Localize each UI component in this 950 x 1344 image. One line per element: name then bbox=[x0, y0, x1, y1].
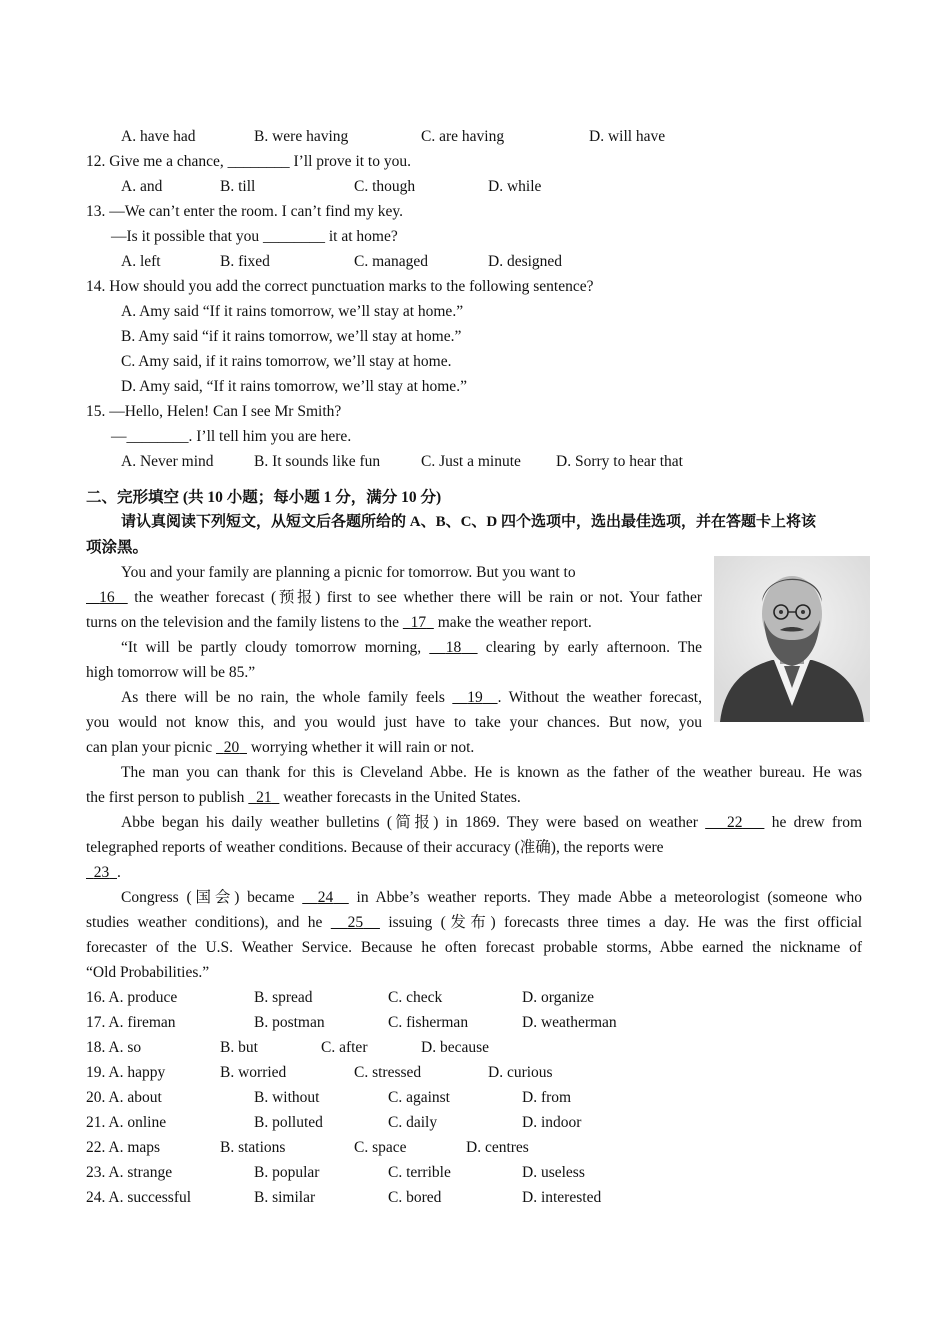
q12-option-b: B. till bbox=[220, 178, 256, 195]
q15-stem-2: —________. I’ll tell him you are here. bbox=[111, 428, 352, 445]
blank-16: 16 bbox=[99, 589, 115, 606]
q11-option-b: B. were having bbox=[254, 128, 349, 145]
q16-option-c: C. check bbox=[388, 989, 443, 1006]
q17-option-d: D. weatherman bbox=[522, 1014, 617, 1031]
q16-option-b: B. spread bbox=[254, 989, 313, 1006]
q22-option-b: B. stations bbox=[220, 1139, 286, 1156]
passage-line-12: telegraphed reports of weather conditions. Because of their accuracy (准确), the reports were bbox=[86, 839, 664, 856]
passage-line-16: forecaster of the U.S. Weather Service. Because he often forecast probable storms, Abbe earned the nickname of bbox=[86, 939, 862, 956]
q24-option-b: B. similar bbox=[254, 1189, 316, 1206]
blank-20: 20 bbox=[223, 739, 240, 756]
q18-option-a: 18. A. so bbox=[86, 1039, 142, 1056]
cleveland-abbe-portrait bbox=[714, 556, 870, 722]
q20-option-d: D. from bbox=[522, 1089, 572, 1106]
passage-line-14: Congress (国会) became 24 in Abbe’s weather reports. They made Abbe a meteorologist (someone who bbox=[121, 889, 863, 906]
q17-option-b: B. postman bbox=[254, 1014, 325, 1031]
blank-19: 19 bbox=[467, 689, 483, 706]
q19-option-d: D. curious bbox=[488, 1064, 553, 1081]
passage-line-13: 23 . bbox=[86, 860, 121, 885]
q19-option-a: 19. A. happy bbox=[86, 1064, 166, 1081]
q21-option-a: 21. A. online bbox=[86, 1114, 167, 1131]
q14-option-a: A. Amy said “If it rains tomorrow, we’ll stay at home.” bbox=[121, 303, 464, 320]
q14-option-b: B. Amy said “if it rains tomorrow, we’ll stay at home.” bbox=[121, 328, 462, 345]
q13-option-c: C. managed bbox=[354, 253, 429, 270]
q13-stem-1: 13. —We can’t enter the room. I can’t find my key. bbox=[86, 203, 403, 220]
blank-22: 22 bbox=[727, 814, 743, 831]
q12-option-a: A. and bbox=[121, 178, 163, 195]
q15-option-a: A. Never mind bbox=[121, 453, 214, 470]
q23-option-d: D. useless bbox=[522, 1164, 585, 1181]
blank-18: 18 bbox=[445, 639, 462, 656]
q13-option-a: A. left bbox=[121, 253, 161, 270]
passage-line-9: The man you can thank for this is Cleveland Abbe. He is known as the father of the weather bureau. He was bbox=[121, 764, 862, 781]
passage-line-11: Abbe began his daily weather bulletins (简报) in 1869. They were based on weather 22 he drew from bbox=[121, 814, 863, 831]
q23-option-b: B. popular bbox=[254, 1164, 320, 1181]
q22-option-d: D. centres bbox=[466, 1139, 529, 1156]
passage-line-6: As there will be no rain, the whole family feels 19 . Without the weather forecast, bbox=[121, 689, 702, 706]
section-instructions-1: 请认真阅读下列短文，从短文后各题所给的 A、B、C、D 四个选项中，选出最佳选项，并在答题卡上将该 bbox=[121, 514, 817, 530]
passage-line-15: studies weather conditions), and he 25 issuing (发布) forecasts three times a day. He was the first official bbox=[86, 914, 863, 931]
q14-option-c: C. Amy said, if it rains tomorrow, we’ll stay at home. bbox=[121, 353, 452, 370]
q20-option-c: C. against bbox=[388, 1089, 450, 1106]
q11-option-c: C. are having bbox=[421, 128, 505, 145]
blank-25: 25 bbox=[347, 914, 364, 931]
passage-line-2: 16 the weather forecast (预报) first to see whether there will be rain or not. Your father bbox=[86, 585, 702, 610]
passage-line-1: You and your family are planning a picnic for tomorrow. But you want to bbox=[121, 564, 576, 581]
q12-stem: 12. Give me a chance, ________ I’ll prove it to you. bbox=[86, 153, 411, 170]
q21-option-d: D. indoor bbox=[522, 1114, 582, 1131]
q13-option-d: D. designed bbox=[488, 253, 563, 270]
passage-line-7: you would not know this, and you would just have to take your chances. But now, you bbox=[86, 714, 702, 731]
q17-option-c: C. fisherman bbox=[388, 1014, 469, 1031]
passage-line-10: the first person to publish 21 weather forecasts in the United States. bbox=[86, 789, 521, 806]
passage-line-3: turns on the television and the family listens to the 17 make the weather report. bbox=[86, 614, 592, 631]
q18-option-d: D. because bbox=[421, 1039, 489, 1056]
q24-option-d: D. interested bbox=[522, 1189, 602, 1206]
q17-option-a: 17. A. fireman bbox=[86, 1014, 176, 1031]
blank-21: 21 bbox=[256, 789, 272, 806]
q24-option-a: 24. A. successful bbox=[86, 1189, 192, 1206]
q18-option-c: C. after bbox=[321, 1039, 368, 1056]
passage-line-17: “Old Probabilities.” bbox=[86, 964, 210, 981]
q23-option-a: 23. A. strange bbox=[86, 1164, 173, 1181]
q19-option-c: C. stressed bbox=[354, 1064, 422, 1081]
q13-option-b: B. fixed bbox=[220, 253, 270, 270]
blank-17: 17 bbox=[410, 614, 427, 631]
passage-line-4: “It will be partly cloudy tomorrow morning, 18 clearing by early afternoon. The bbox=[121, 639, 703, 656]
q18-option-b: B. but bbox=[220, 1039, 258, 1056]
q15-option-d: D. Sorry to hear that bbox=[556, 453, 683, 470]
q22-option-a: 22. A. maps bbox=[86, 1139, 161, 1156]
q22-option-c: C. space bbox=[354, 1139, 407, 1156]
q15-option-b: B. It sounds like fun bbox=[254, 453, 381, 470]
q21-option-c: C. daily bbox=[388, 1114, 438, 1131]
q24-option-c: C. bored bbox=[388, 1189, 442, 1206]
q16-option-a: 16. A. produce bbox=[86, 989, 178, 1006]
q11-option-a: A. have had bbox=[121, 128, 196, 145]
q14-option-d: D. Amy said, “If it rains tomorrow, we’ll stay at home.” bbox=[121, 378, 467, 395]
q16-option-d: D. organize bbox=[522, 989, 595, 1006]
blank-24: 24 bbox=[317, 889, 334, 906]
passage-line-8: can plan your picnic 20 worrying whether it will rain or not. bbox=[86, 739, 475, 756]
q19-option-b: B. worried bbox=[220, 1064, 287, 1081]
q12-option-c: C. though bbox=[354, 178, 416, 195]
q23-option-c: C. terrible bbox=[388, 1164, 451, 1181]
q20-option-a: 20. A. about bbox=[86, 1089, 162, 1106]
passage-line-5: high tomorrow will be 85.” bbox=[86, 664, 256, 681]
q15-stem-1: 15. —Hello, Helen! Can I see Mr Smith? bbox=[86, 403, 342, 420]
section-title: 二、完形填空 (共 10 小题；每小题 1 分，满分 10 分) bbox=[86, 489, 442, 506]
blank-23: 23 bbox=[93, 864, 110, 881]
q11-option-d: D. will have bbox=[589, 128, 666, 145]
section-instructions-2: 项涂黑。 bbox=[86, 539, 149, 556]
q14-stem: 14. How should you add the correct punctuation marks to the following sentence? bbox=[86, 278, 594, 295]
q12-option-d: D. while bbox=[488, 178, 542, 195]
q15-option-c: C. Just a minute bbox=[421, 453, 521, 470]
q20-option-b: B. without bbox=[254, 1089, 320, 1106]
q13-stem-2: —Is it possible that you ________ it at home? bbox=[111, 228, 398, 245]
q21-option-b: B. polluted bbox=[254, 1114, 323, 1131]
